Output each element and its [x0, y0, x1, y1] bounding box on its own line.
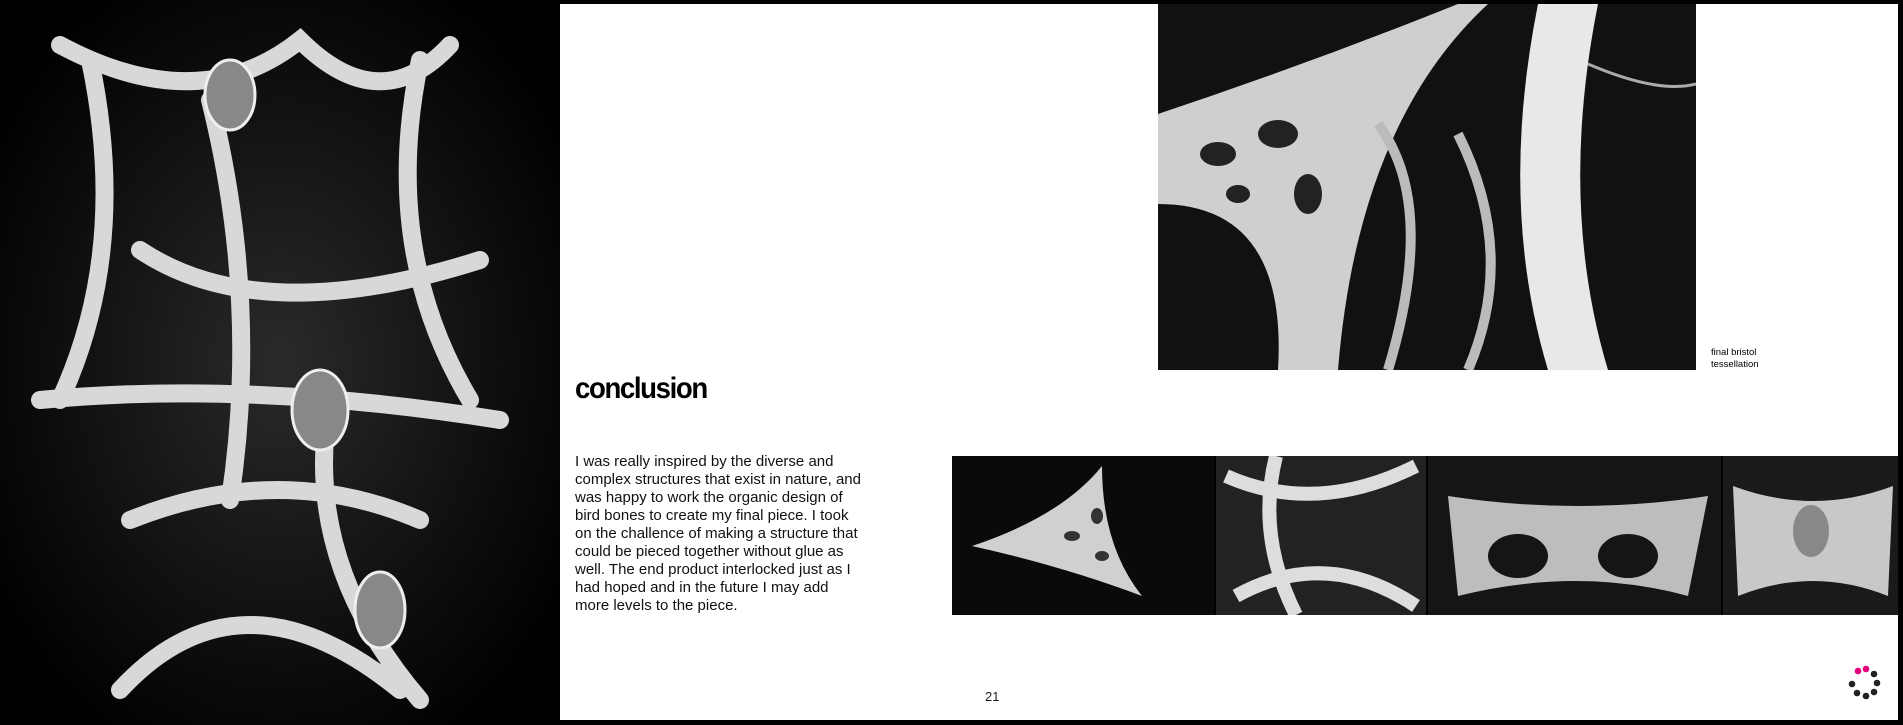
strip-photo-1 [952, 456, 1214, 615]
strip-photo-2 [1216, 456, 1426, 615]
photo-strip [952, 456, 1898, 615]
caption-line-1: final bristol [1711, 347, 1757, 358]
top-detail-photo [1158, 4, 1696, 370]
photo-caption [1711, 347, 1759, 371]
dot-circle-logo [1844, 665, 1884, 705]
caption-line-2: tessellation [1711, 359, 1759, 370]
page-number: 21 [985, 689, 1000, 704]
main-sculpture-photo [0, 0, 560, 725]
conclusion-paragraph: I was really inspired by the diverse and complex structures that exist in nature, and was happy to work the organic design of bird bones to create my final piece. I took on the challence of making a structure that could be pieced together without glue as well. The end product interlocked just as I had hoped and in the future I may add more levels to the piece. [575, 453, 861, 614]
strip-photo-3 [1428, 456, 1721, 615]
strip-photo-4 [1723, 456, 1898, 615]
section-heading: conclusion [575, 372, 707, 405]
